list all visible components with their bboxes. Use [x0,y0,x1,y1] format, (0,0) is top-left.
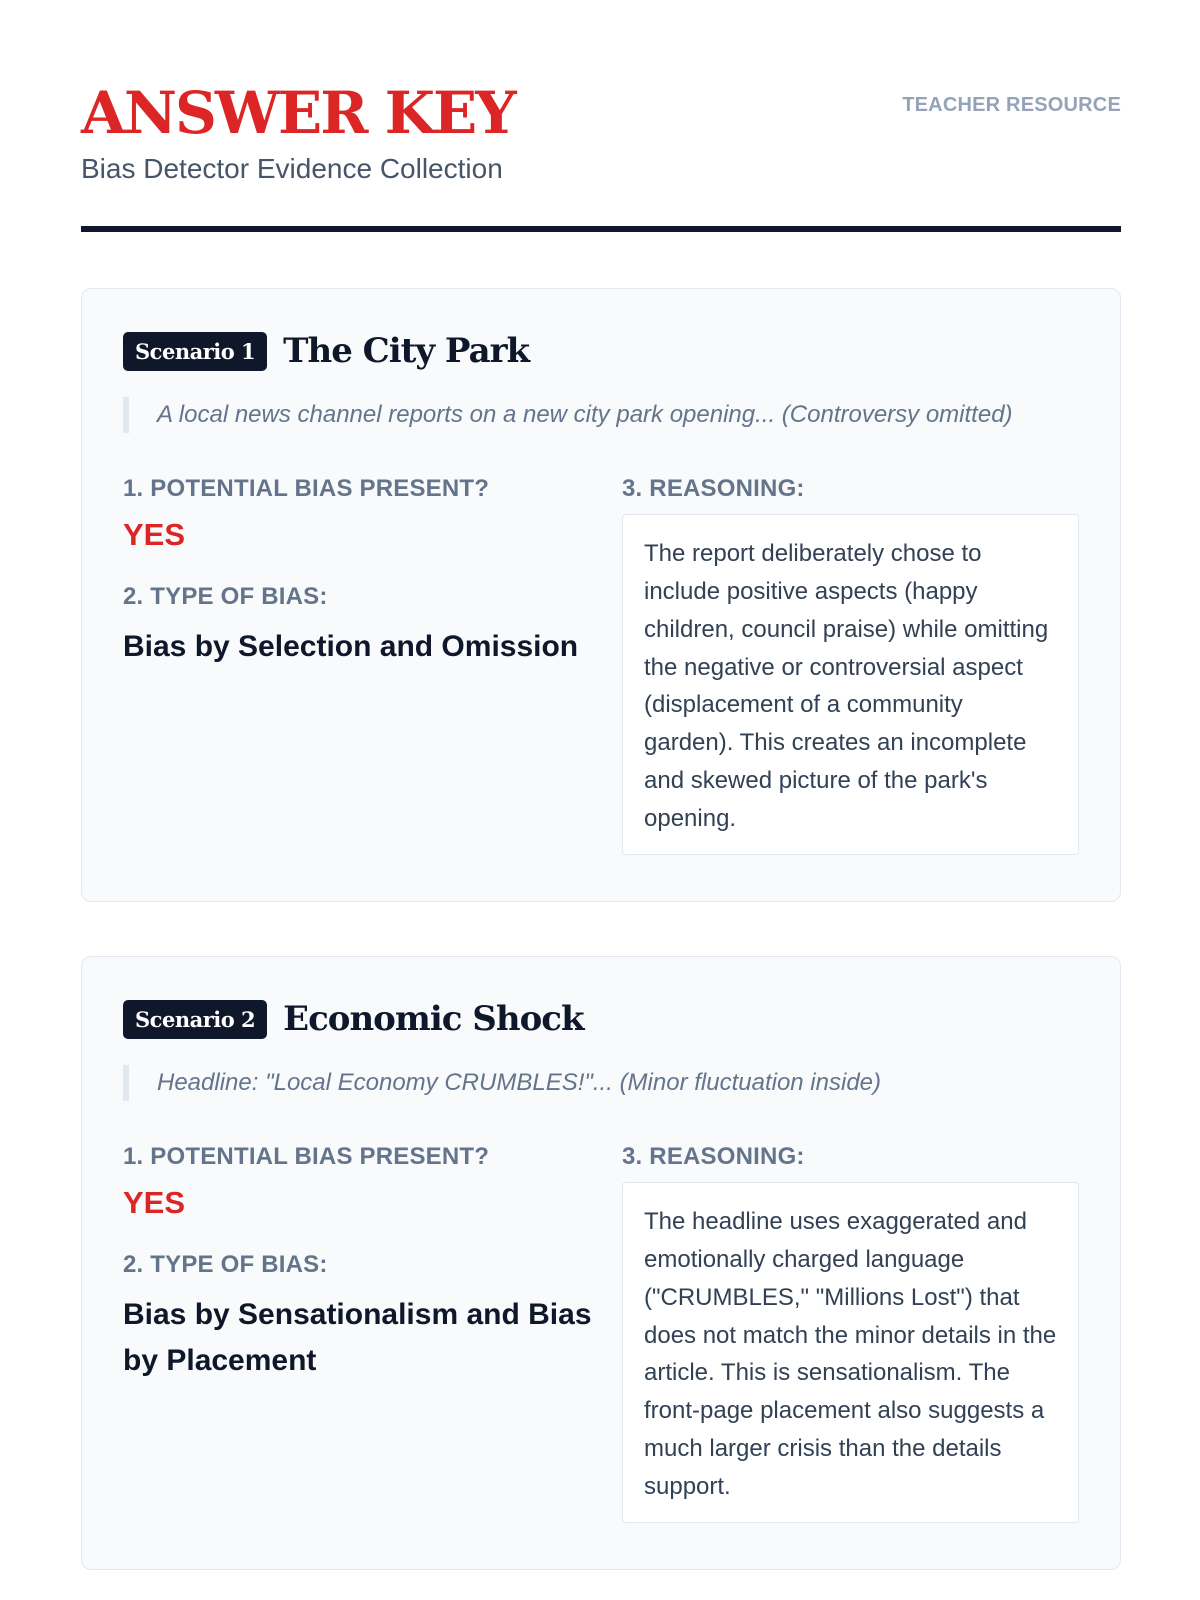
header-divider [81,226,1121,232]
bias-type-label: 2. TYPE OF BIAS: [123,582,328,610]
bias-type-answer: Bias by Sensationalism and Bias by Placement [123,1297,592,1378]
answer-key-page [81,0,1121,1501]
scenario-title: The City Park [283,331,530,371]
scenario-badge: Scenario 1 [123,332,267,371]
scenario-title: Economic Shock [283,999,584,1039]
reasoning-column [622,1143,1080,1523]
reasoning-label: 3. REASONING: [622,475,805,502]
bias-present-answer: YES [123,516,186,552]
bias-present-answer: YES [123,1184,186,1220]
scenario-heading [123,999,584,1039]
teacher-resource-tag: TEACHER RESOURCE [902,94,1121,116]
reasoning-label: 3. REASONING: [622,1143,805,1170]
bias-type-label: 2. TYPE OF BIAS: [123,1250,328,1278]
answer-column [123,1143,593,1385]
reasoning-text: The report deliberately chose to include positive aspects (happy children, council praise) while omitting the negative or controversial aspect (displacement of a community garden). This creates an incomplete and skewed picture of the park's opening. [622,514,1079,855]
reasoning-text: The headline uses exaggerated and emotionally charged language ("CRUMBLES," "Millions Lost") that does not match the minor details in the article. This is sensationalism. The front-page placement also suggests a much larger crisis than the details support. [622,1182,1079,1523]
reasoning-column [622,475,1080,855]
page-title: ANSWER KEY [81,79,515,147]
scenario-description: Headline: "Local Economy CRUMBLES!"... (Minor fluctuation inside) [123,1065,1117,1101]
bias-present-label: 1. POTENTIAL BIAS PRESENT? [123,475,490,502]
scenario-badge: Scenario 2 [123,1000,267,1039]
answer-column [123,475,593,670]
bias-type-answer: Bias by Selection and Omission [123,629,579,663]
scenario-card-2 [81,956,1121,1570]
bias-present-label: 1. POTENTIAL BIAS PRESENT? [123,1143,490,1170]
scenario-heading [123,331,529,371]
scenario-card-1 [81,288,1121,902]
page-subtitle: Bias Detector Evidence Collection [81,153,503,184]
page-header [81,0,1121,236]
scenario-description: A local news channel reports on a new city park opening... (Controversy omitted) [123,397,1117,433]
